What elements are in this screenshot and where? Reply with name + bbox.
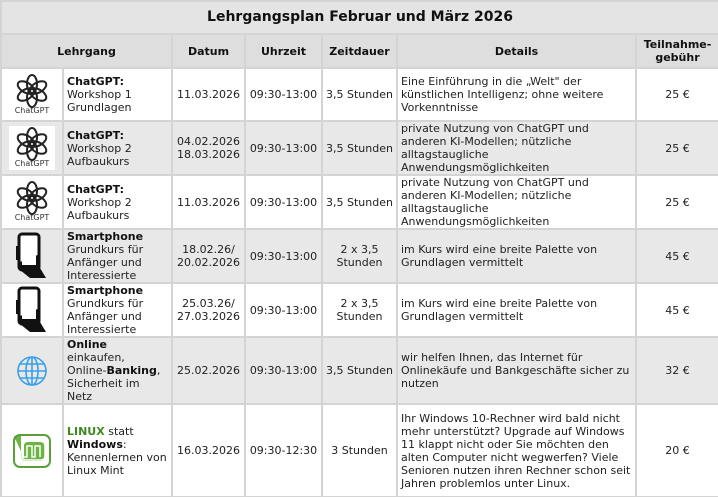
course-name-part: Aufbaukurs [67, 154, 130, 168]
course-details: private Nutzung von ChatGPT und anderen KI-Modellen; nützliche alltagstaugliche Anwendungsmöglichkeiten [397, 175, 636, 229]
course-duration [322, 283, 397, 337]
header-fee-line1: Teilnahme- [643, 38, 712, 51]
course-time: 09:30-13:00 [245, 337, 322, 404]
course-fee: 32 € [636, 337, 718, 404]
chatgpt-logo-label: ChatGPT [14, 159, 50, 168]
duration-line: 2 x 3,5 [340, 297, 379, 310]
header-duration: Zeitdauer [322, 34, 397, 68]
chatgpt-logo [1, 68, 63, 121]
course-duration [322, 229, 397, 283]
date-line: 20.02.2026 [177, 256, 240, 269]
course-name-part: Workshop 1 [67, 88, 132, 101]
course-fee: 25 € [636, 68, 718, 121]
header-row [1, 34, 718, 68]
header-fee [636, 34, 718, 68]
chatgpt-logo-label: ChatGPT [14, 213, 50, 222]
course-name-part: Banking [106, 364, 157, 377]
course-details: wir helfen Ihnen, das Internet für Onlinekäufe und Bankgeschäfte sicher zu nutzen [397, 337, 636, 404]
course-name [63, 175, 172, 229]
course-name-part: Grundkurs für [67, 297, 144, 310]
course-name-part: Anfänger und [67, 310, 142, 323]
date-line: 25.03.26/ [182, 297, 235, 310]
course-name-part: Aufbaukurs [67, 208, 130, 222]
course-duration [322, 175, 397, 229]
course-name-part: einkaufen, [67, 351, 125, 364]
course-time: 09:30-13:00 [245, 121, 322, 175]
date-line: 25.02.2026 [177, 364, 240, 377]
duration-line: 3,5 Stunden [326, 88, 393, 101]
course-row [1, 175, 718, 229]
date-line: 18.03.2026 [177, 148, 240, 161]
course-name-part: Workshop 2 [67, 141, 132, 155]
course-name-part: Smartphone [67, 230, 144, 243]
duration-line: 2 x 3,5 [340, 243, 379, 256]
course-details: Eine Einführung in die „Welt" der künstlichen Intelligenz; ohne weitere Vorkenntnisse [397, 68, 636, 121]
course-name [63, 68, 172, 121]
course-details: Ihr Windows 10-Rechner wird bald nicht mehr unterstützt? Upgrade auf Windows 11 klappt nicht oder Sie möchten den alten Computer nicht wegwerfen? Viele Senioren nutzen ihren Rechner schon seit Jahren problemlos unter Linux. [397, 404, 636, 497]
course-name-part: ChatGPT: [67, 75, 124, 88]
course-time: 09:30-13:00 [245, 283, 322, 337]
course-name-part: ChatGPT: [67, 182, 124, 196]
duration-line: 3,5 Stunden [326, 141, 393, 155]
course-fee: 20 € [636, 404, 718, 497]
course-name-part: Sicherheit im Netz [67, 377, 140, 403]
course-duration [322, 68, 397, 121]
course-name-part: Grundkurs für [67, 243, 144, 256]
course-date [172, 337, 245, 404]
chatgpt-logo [1, 175, 63, 229]
date-line: 18.02.26/ [182, 243, 235, 256]
header-course: Lehrgang [1, 34, 172, 68]
duration-line: 3,5 Stunden [326, 364, 393, 377]
page-title: Lehrgangsplan Februar und März 2026 [1, 1, 718, 34]
course-name-part: Online- [67, 364, 107, 377]
course-date [172, 404, 245, 497]
course-name-part: Kennenlernen von [67, 450, 167, 464]
course-name-part: Windows [67, 437, 123, 451]
course-fee: 25 € [636, 175, 718, 229]
chatgpt-logo [1, 121, 63, 175]
course-row [1, 404, 718, 497]
course-details: im Kurs wird eine breite Palette von Grundlagen vermittelt [397, 229, 636, 283]
course-duration [322, 337, 397, 404]
course-date [172, 175, 245, 229]
course-name-part: : [122, 437, 127, 451]
linux-mint-logo [1, 404, 63, 497]
course-name-part: Workshop 2 [67, 195, 132, 209]
course-details: private Nutzung von ChatGPT und anderen KI-Modellen; nützliche alltagstaugliche Anwendungsmöglichkeiten [397, 121, 636, 175]
course-row [1, 337, 718, 404]
course-name-part: , [156, 364, 161, 377]
course-time: 09:30-13:00 [245, 229, 322, 283]
course-date [172, 283, 245, 337]
course-row [1, 68, 718, 121]
header-fee-line2: gebühr [655, 51, 700, 64]
course-row [1, 229, 718, 283]
course-fee: 45 € [636, 283, 718, 337]
date-line: 27.03.2026 [177, 310, 240, 323]
course-name-part: statt [104, 424, 134, 438]
course-time: 09:30-13:00 [245, 175, 322, 229]
course-date [172, 229, 245, 283]
course-duration [322, 404, 397, 497]
course-name-part: Interessierte [67, 323, 137, 336]
course-name [63, 337, 172, 404]
chatgpt-logo-label: ChatGPT [14, 105, 50, 115]
course-row [1, 283, 718, 337]
duration-line: Stunden [336, 310, 383, 323]
date-line: 11.03.2026 [177, 195, 240, 209]
course-name [63, 283, 172, 337]
course-name [63, 229, 172, 283]
course-details: im Kurs wird eine breite Palette von Grundlagen vermittelt [397, 283, 636, 337]
course-duration [322, 121, 397, 175]
course-name [63, 404, 172, 497]
duration-line: Stunden [336, 256, 383, 269]
duration-line: 3 Stunden [331, 444, 388, 457]
date-line: 16.03.2026 [177, 444, 240, 457]
header-time: Uhrzeit [245, 34, 322, 68]
course-name-part: Smartphone [67, 284, 144, 297]
course-name-part: Anfänger und [67, 256, 142, 269]
course-date [172, 68, 245, 121]
course-name-part: Grundlagen [67, 101, 132, 114]
course-time: 09:30-12:30 [245, 404, 322, 497]
course-fee: 25 € [636, 121, 718, 175]
course-fee: 45 € [636, 229, 718, 283]
smartphone-hand-icon [1, 229, 63, 283]
date-line: 11.03.2026 [177, 88, 240, 101]
course-name-part: Interessierte [67, 269, 137, 282]
course-name-part: Online [67, 338, 108, 351]
smartphone-hand-icon [1, 283, 63, 337]
globe-icon [1, 337, 63, 404]
date-line: 04.02.2026 [177, 135, 240, 148]
header-date: Datum [172, 34, 245, 68]
course-name-part: ChatGPT: [67, 128, 124, 142]
course-name-part: Linux Mint [67, 463, 124, 477]
course-name-part: LINUX [67, 424, 105, 438]
course-name [63, 121, 172, 175]
header-details: Details [397, 34, 636, 68]
course-date [172, 121, 245, 175]
duration-line: 3,5 Stunden [326, 195, 393, 209]
course-time: 09:30-13:00 [245, 68, 322, 121]
course-row [1, 121, 718, 175]
